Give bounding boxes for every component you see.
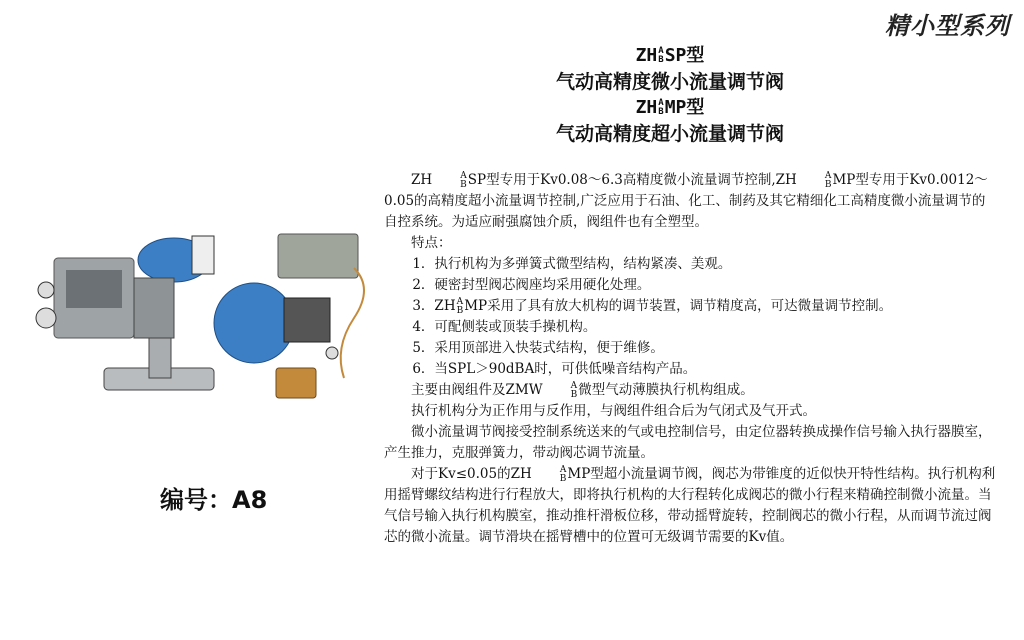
- valve-body: [276, 368, 316, 398]
- title-block: [470, 44, 870, 148]
- yoke: [284, 298, 330, 342]
- valve-photo: [14, 228, 394, 418]
- feature-item: 1．执行机构为多弹簧式微型结构，结构紧凑、美观。: [412, 256, 732, 272]
- signal-paragraph: 微小流量调节阀接受控制系统送来的气或电控制信号，由定位器转换成操作信号输入执行器膜室，产生推力，克服弹簧力，带动阀芯调节流量。: [384, 424, 992, 461]
- model-2-suffix: MP型: [664, 97, 705, 118]
- product-name-2: 气动高精度超小流量调节阀: [555, 123, 784, 145]
- feature-item: 3．ZH A B MP采用了具有放大机构的调节装置，调节精度高，可达微量调节控制。: [412, 296, 893, 316]
- ab-mark: A B: [658, 46, 664, 65]
- features-heading: 特点：: [411, 235, 452, 251]
- ab-mark: A B: [658, 98, 664, 117]
- composition-paragraph: 主要由阀组件及ZMW A B 微型气动薄膜执行机构组成。: [411, 380, 754, 400]
- product-name-1: 气动高精度微小流量调节阀: [555, 71, 784, 93]
- model-1-suffix: SP型: [664, 45, 705, 66]
- feature-item: 6．当SPL＞90dBA时，可供低噪音结构产品。: [412, 361, 697, 377]
- body-text: [384, 170, 996, 548]
- feature-item: 4．可配侧装或顶装手操机构。: [412, 319, 597, 335]
- yoke: [134, 278, 174, 338]
- feature-item: 2．硬密封型阀芯阀座均采用硬化处理。: [412, 277, 651, 293]
- gauge-icon: [36, 308, 56, 328]
- feature-item: 5．采用顶部进入快装式结构，便于维修。: [412, 340, 664, 356]
- nameplate: [192, 236, 214, 274]
- intro-paragraph: ZH A B SP型专用于Kv0.08～6.3高精度微小流量调节控制,ZH A B MP型专用于Kv0.0012～0.05的高精度超小流量调节控制,广泛应用于石油、化工、制药及其它精细化工高精度微小流量调节的自控系统。为适应耐强腐蚀介质，阀组件也有全塑型。: [384, 170, 988, 230]
- model-1: [470, 44, 870, 68]
- actuator-diaphragm: [214, 283, 294, 363]
- model-2: [470, 96, 870, 120]
- positioner-box: [278, 234, 358, 278]
- gauge-icon: [38, 282, 54, 298]
- positioner-window: [66, 270, 122, 308]
- tubing: [341, 268, 364, 378]
- model-2-prefix: ZH: [635, 97, 658, 118]
- kv-paragraph: 对于Kv≤0.05的ZH A B MP型超小流量调节阀，阀芯为带锥度的近似快开特性结构。执行机构利用摇臂螺纹结构进行行程放大，即将执行机构的大行程转化成阀芯的微小行程来精确控制微小流量。当气信号输入执行机构膜室，推动推杆滑板位移，带动摇臂旋转，控制阀芯的微小行程，从而调节流过阀芯的微小流量。调节滑块在摇臂槽中的位置可无级调节需要的Kv值。: [384, 464, 996, 545]
- model-1-prefix: ZH: [635, 45, 658, 66]
- actuator-paragraph: 执行机构分为正作用与反作用，与阀组件组合后为气闭式及气开式。: [411, 403, 816, 419]
- series-label: 精小型系列: [885, 12, 1010, 40]
- gauge-icon: [326, 347, 338, 359]
- code-label: 编号：A8: [160, 486, 268, 514]
- bonnet: [149, 338, 171, 378]
